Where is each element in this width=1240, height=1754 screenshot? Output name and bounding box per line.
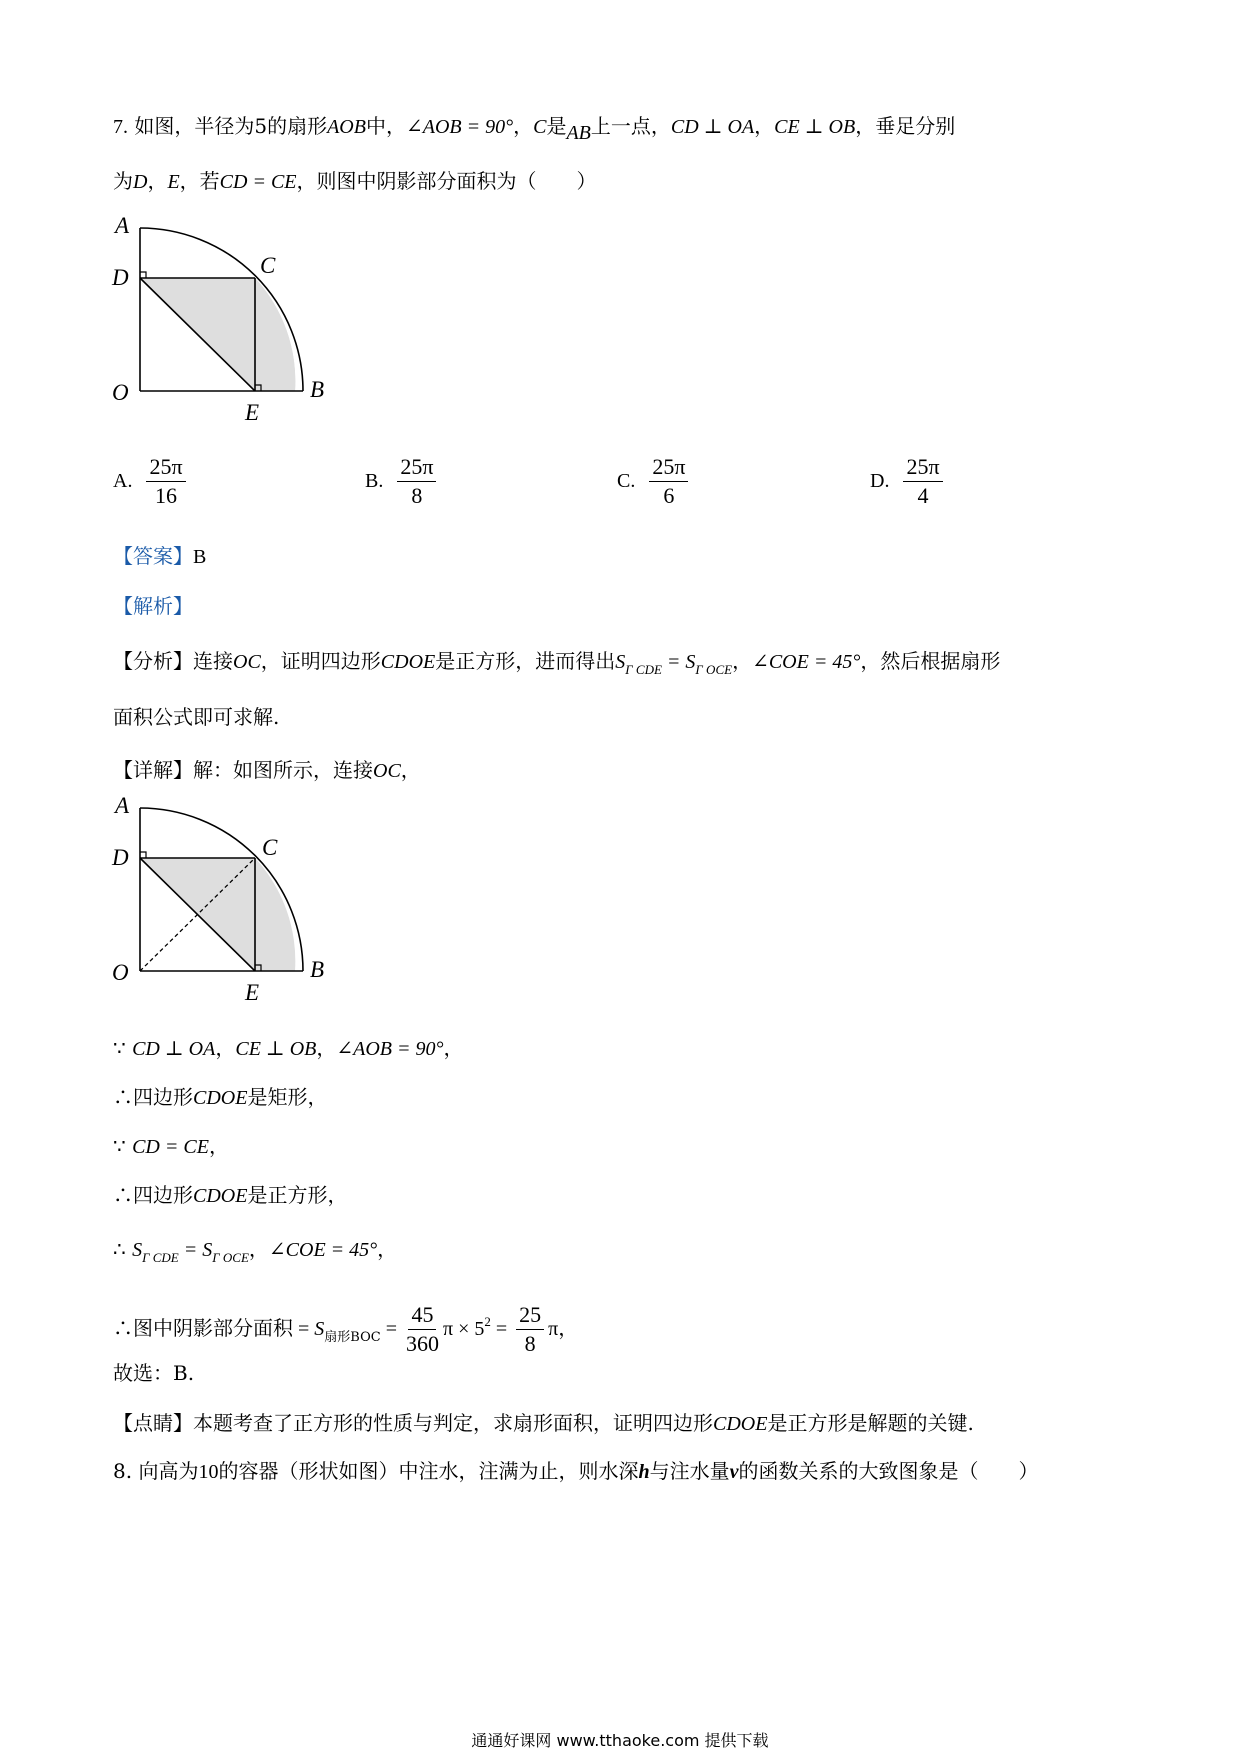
shaded-region-lower [255, 278, 295, 391]
step-6: ∴图中阴影部分面积 = $S_{扇形BOC}$ = $\frac{45}{360}$ $\pi \times 5^2$ = $\frac{25}{8}$ π， [113, 1302, 579, 1356]
label-B: B [310, 377, 325, 402]
option-d[interactable]: D. $\frac{25\pi}{4}$ [870, 455, 947, 508]
xiangjie-line: 【详解】解：如图所示，连接OC， [113, 758, 421, 782]
q7-line1: 7. 如图，半径为5的扇形AOB中，∠AOB = 90°，C是AB上一点，CD ⊥ OA，CE ⊥ OB，垂足分别 [113, 114, 956, 144]
label-D: D [112, 265, 129, 290]
fenxi-line2: 面积公式即可求解. [113, 705, 280, 729]
step-7: 故选：B. [113, 1361, 195, 1385]
label-D: D [112, 845, 129, 870]
label-O: O [112, 380, 129, 405]
label-C: C [260, 253, 276, 278]
q7-figure [100, 210, 350, 435]
solution-figure [100, 790, 350, 1015]
q8-line: 8. 向高为10的容器（形状如图）中注水，注满为止，则水深h与注水量v的函数关系的大致图象是（ ） [113, 1459, 1039, 1483]
label-E: E [245, 980, 260, 1005]
label-C: C [262, 835, 278, 860]
label-B: B [310, 957, 325, 982]
step-3: ∵ CD = CE， [113, 1134, 229, 1158]
option-b[interactable]: B. $\frac{25\pi}{8}$ [365, 455, 440, 508]
step-2: ∴四边形CDOE是矩形， [113, 1085, 328, 1109]
dianjing-line: 【点睛】本题考查了正方形的性质与判定，求扇形面积，证明四边形CDOE是正方形是解题的关键. [113, 1411, 974, 1435]
label-A: A [115, 213, 130, 238]
option-c[interactable]: C. $\frac{25\pi}{6}$ [617, 455, 692, 508]
step-1: ∵ CD ⊥ OA，CE ⊥ OB，∠AOB = 90°， [113, 1036, 464, 1060]
fenxi-line1: 【分析】连接OC，证明四边形CDOE是正方形，进而得出$S_{\Gamma CDE} = S_{\Gamma OCE}$，∠COE = 45°，然后根据扇形 [113, 649, 1001, 677]
option-a[interactable]: A. $\frac{25\pi}{16}$ [113, 455, 190, 508]
jiexi-tag: 【解析】 [113, 594, 193, 618]
label-E: E [245, 400, 260, 425]
label-O: O [112, 960, 129, 985]
q7-line2: 为D，E，若CD = CE，则图中阴影部分面积为（ ） [113, 169, 597, 193]
answer-line: 【答案】B [113, 544, 207, 568]
step-4: ∴四边形CDOE是正方形， [113, 1183, 348, 1207]
step-5: ∴ $S_{\Gamma CDE} = S_{\Gamma OCE}$，∠COE = 45°， [113, 1237, 398, 1265]
footer-watermark: 通通好课网 www.tthaoke.com 提供下载 [471, 1731, 769, 1750]
label-A: A [115, 793, 130, 818]
